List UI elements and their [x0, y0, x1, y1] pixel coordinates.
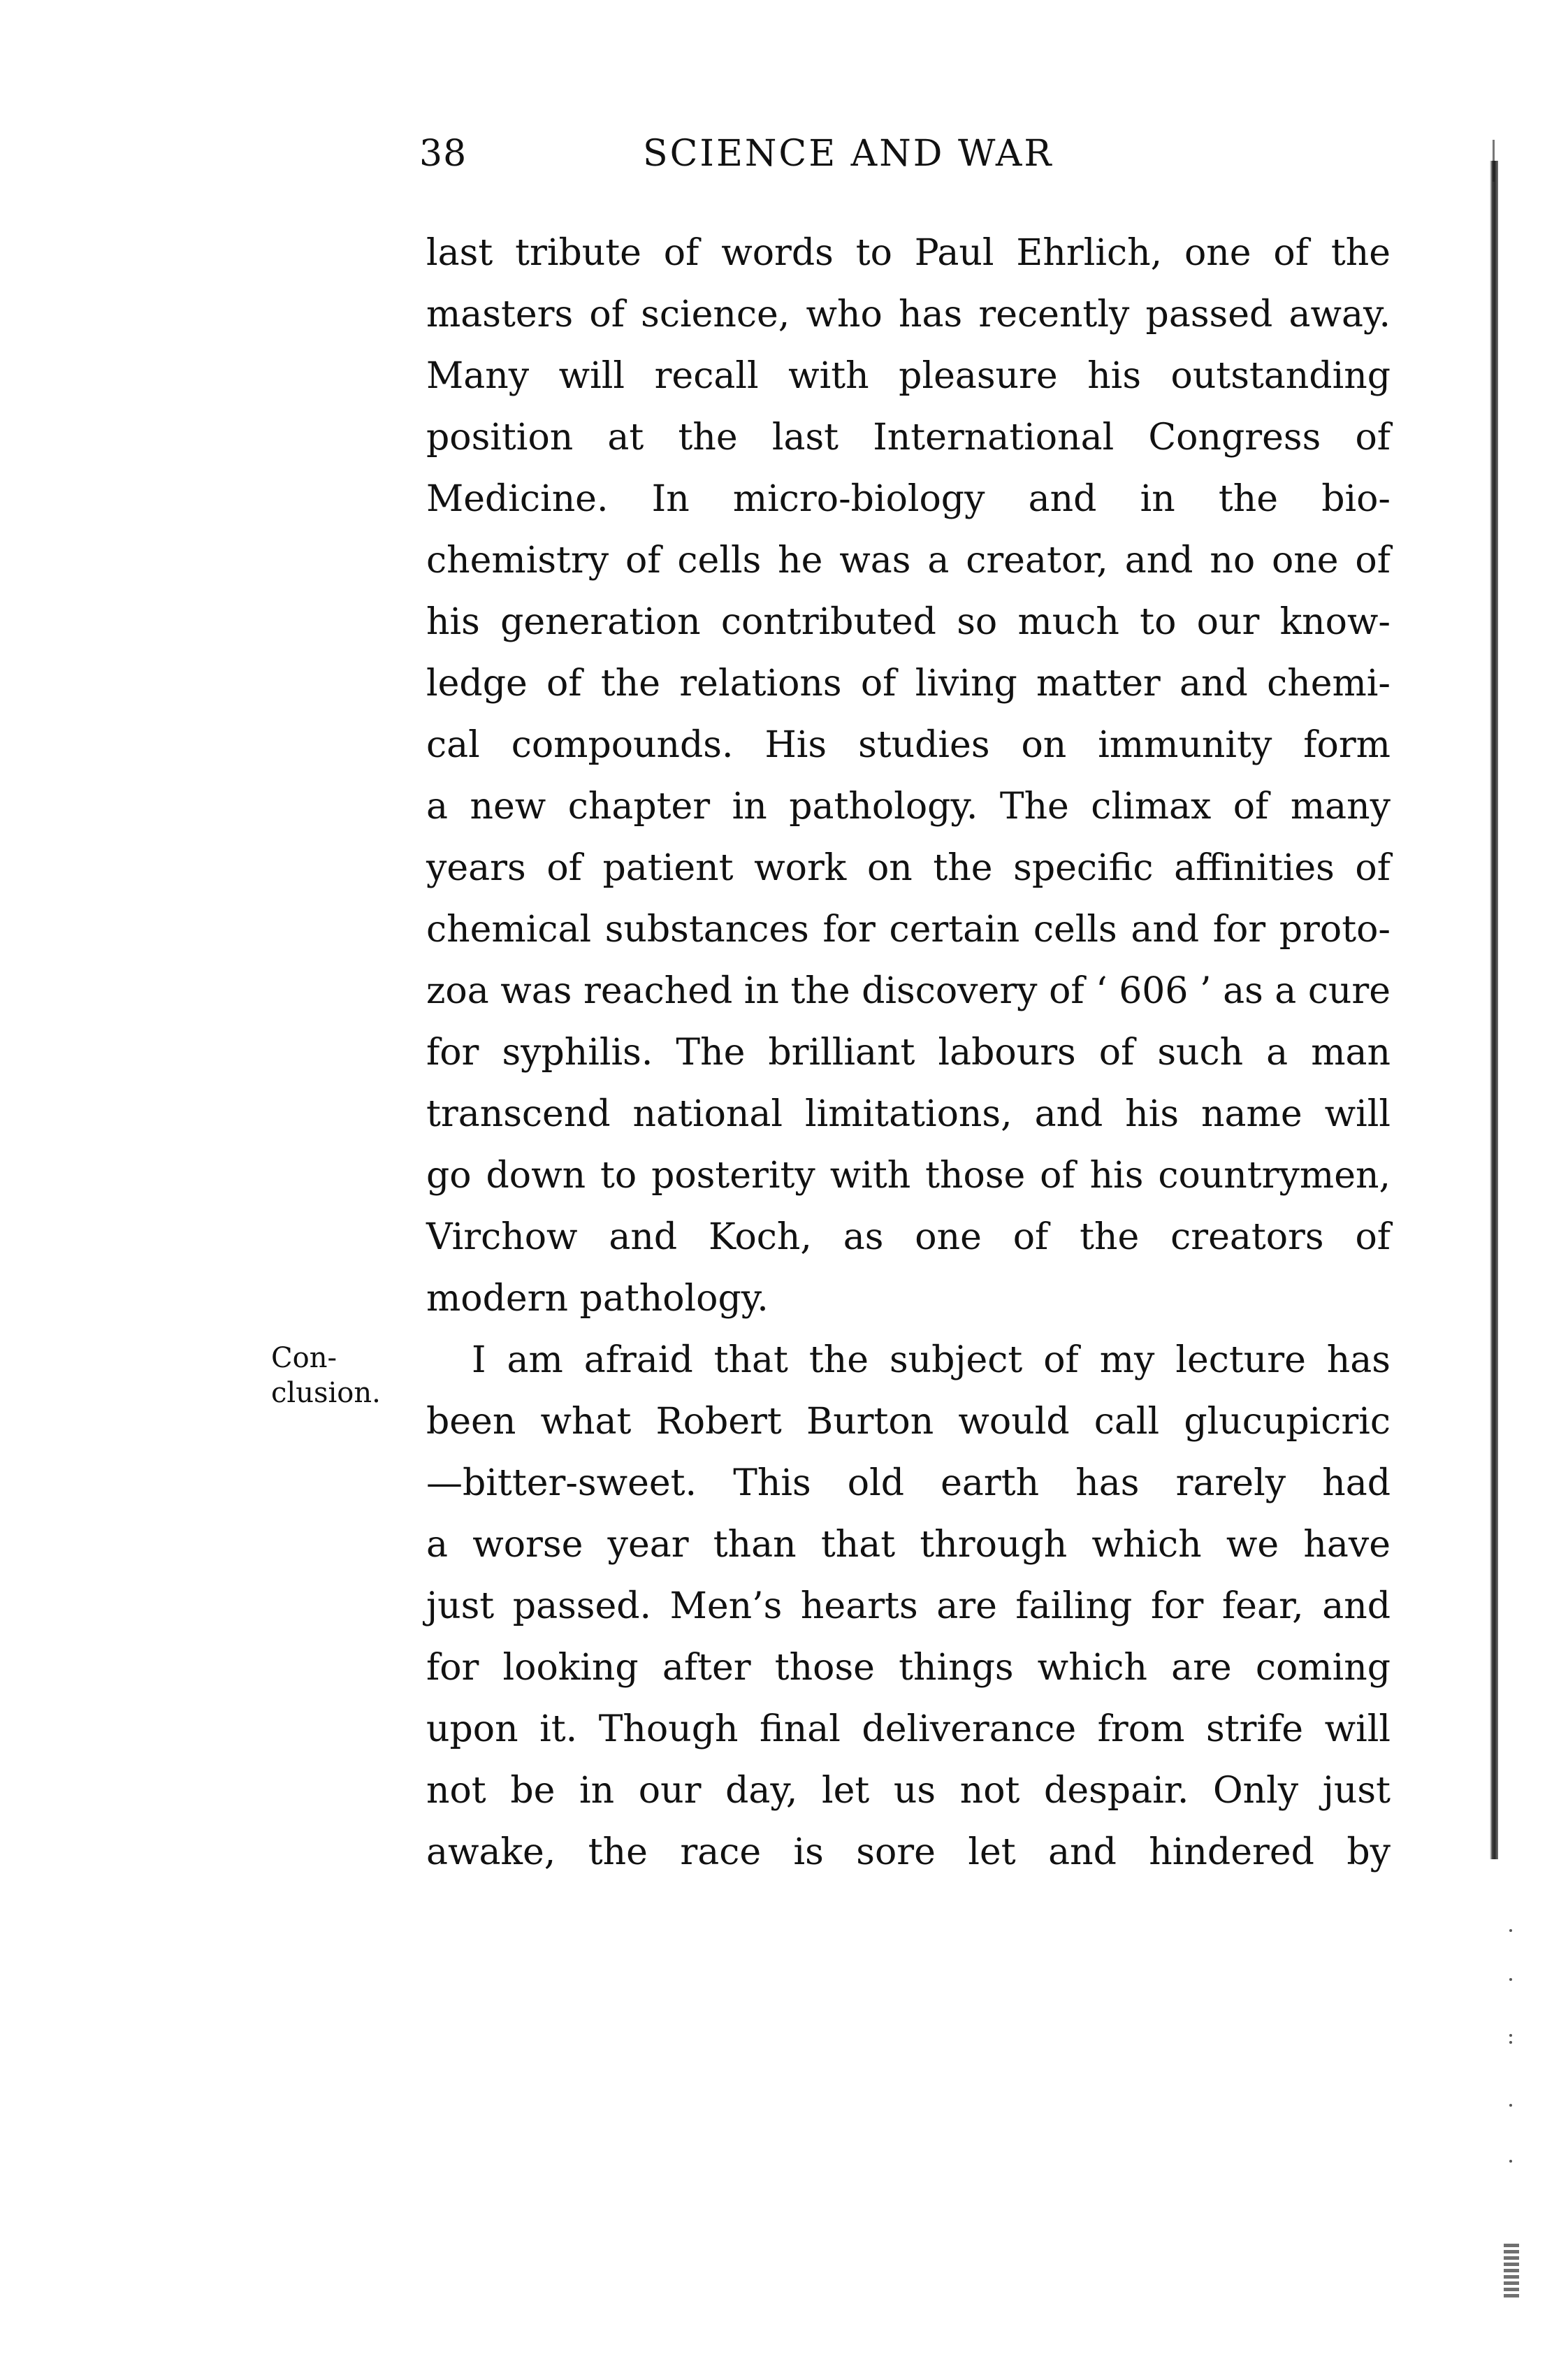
- running-title: SCIENCE AND WAR: [643, 133, 1054, 175]
- text-line: modern pathology.: [426, 1278, 769, 1320]
- text-line: his generation contributed so much to our know-: [426, 601, 1391, 643]
- speck: [1509, 2104, 1512, 2107]
- text-line: chemical substances for certain cells and for proto-: [426, 909, 1391, 951]
- text-line: —bitter-sweet. This old earth has rarely had: [426, 1462, 1391, 1504]
- text-line: position at the last International Congress of: [426, 417, 1391, 459]
- text-line: last tribute of words to Paul Ehrlich, one of the: [426, 232, 1391, 274]
- text-line: Many will recall with pleasure his outstanding: [426, 355, 1391, 397]
- binding-edge-shadow: [1490, 161, 1498, 1859]
- text-line: not be in our day, let us not despair. Only just: [426, 1770, 1391, 1812]
- margin-note-line: Con-: [271, 1342, 337, 1374]
- text-line: years of patient work on the specific affinities of: [426, 847, 1391, 889]
- speck: [1509, 2034, 1512, 2037]
- library-stamp-mark: [1504, 2244, 1519, 2300]
- text-line: ledge of the relations of living matter and chemi-: [426, 663, 1391, 705]
- text-line: go down to posterity with those of his countrymen,: [426, 1155, 1391, 1197]
- body-text: [426, 222, 1391, 1883]
- text-line: zoa was reached in the discovery of ‘ 606 ’ as a cure: [426, 970, 1391, 1012]
- text-line: cal compounds. His studies on immunity form: [426, 724, 1391, 766]
- paragraph-start-line: I am afraid that the subject of my lecture has: [472, 1339, 1391, 1381]
- margin-note: [271, 1341, 411, 1411]
- speck: [1509, 2160, 1512, 2163]
- speck: [1509, 1929, 1512, 1932]
- text-line: transcend national limitations, and his name will: [426, 1093, 1391, 1135]
- text-line: awake, the race is sore let and hindered by: [426, 1831, 1391, 1873]
- margin-note-line: clusion.: [271, 1377, 381, 1409]
- text-line: upon it. Though final deliverance from strife will: [426, 1708, 1391, 1750]
- text-line: masters of science, who has recently passed away.: [426, 294, 1391, 336]
- speck: [1509, 1978, 1512, 1981]
- text-line: Medicine. In micro-biology and in the bio-: [426, 478, 1391, 520]
- text-line: a new chapter in pathology. The climax of many: [426, 786, 1391, 828]
- text-line: chemistry of cells he was a creator, and no one of: [426, 540, 1391, 582]
- text-line: a worse year than that through which we have: [426, 1524, 1391, 1566]
- text-line: Virchow and Koch, as one of the creators of: [426, 1216, 1391, 1258]
- page-header: [419, 129, 1398, 178]
- text-line: for looking after those things which are coming: [426, 1647, 1391, 1689]
- text-line: for syphilis. The brilliant labours of such a man: [426, 1032, 1391, 1074]
- page-number: 38: [419, 133, 467, 175]
- text-line: been what Robert Burton would call glucupicric: [426, 1401, 1391, 1443]
- speck: [1509, 2041, 1512, 2044]
- text-line: just passed. Men’s hearts are failing for fear, and: [426, 1585, 1391, 1627]
